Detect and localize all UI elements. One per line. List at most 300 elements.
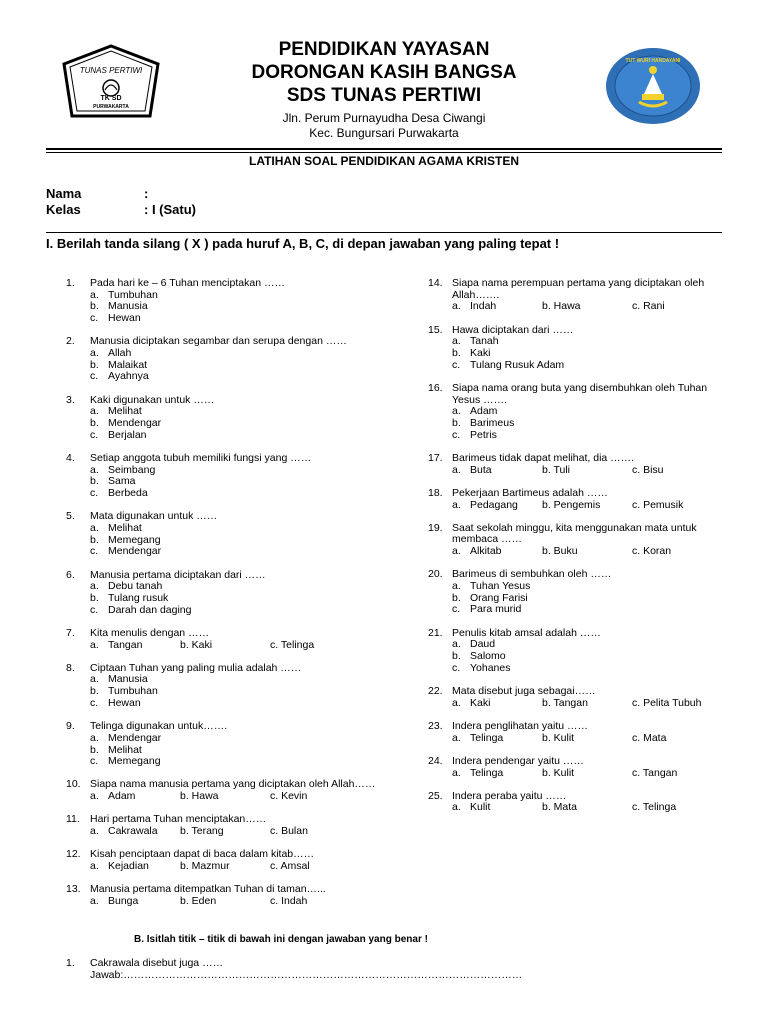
option-letter: c. bbox=[90, 370, 99, 383]
option-text: Melihat bbox=[108, 743, 142, 756]
class-label: Kelas bbox=[46, 202, 81, 217]
question-item bbox=[66, 663, 412, 710]
option-letter: a. bbox=[90, 859, 99, 872]
option-letter: b. bbox=[452, 591, 461, 604]
option-text: Tuhan Yesus bbox=[470, 580, 531, 593]
question-item bbox=[428, 756, 728, 779]
answer-option[interactable] bbox=[180, 640, 270, 652]
option-letter: a. bbox=[452, 580, 461, 593]
option-text: b. Hawa bbox=[542, 300, 581, 313]
option-letter: b. bbox=[90, 417, 99, 430]
option-letter: c. bbox=[452, 358, 461, 371]
answer-option[interactable] bbox=[66, 698, 412, 710]
option-text: b. Tangan bbox=[542, 696, 588, 709]
question-text: Siapa nama manusia pertama yang diciptakan oleh Allah…… bbox=[90, 778, 376, 791]
answer-option[interactable] bbox=[66, 313, 412, 325]
question-number: 25. bbox=[428, 789, 443, 802]
option-text: Telinga bbox=[470, 766, 504, 779]
option-letter: a. bbox=[90, 731, 99, 744]
option-text: b. Kulit bbox=[542, 731, 575, 744]
question-item bbox=[66, 453, 412, 500]
question-item bbox=[66, 336, 412, 383]
option-letter: b. bbox=[90, 743, 99, 756]
questions-column-right bbox=[428, 278, 728, 826]
answer-options-row bbox=[66, 861, 412, 873]
option-letter: a. bbox=[452, 766, 461, 779]
letterhead bbox=[0, 0, 768, 150]
question-item bbox=[66, 278, 412, 325]
option-text: b. Tuli bbox=[542, 463, 571, 476]
question-text: Kita menulis dengan …… bbox=[90, 626, 210, 639]
option-text: Berbeda bbox=[108, 487, 148, 500]
answer-option[interactable] bbox=[428, 430, 728, 442]
question-text: Manusia diciptakan segambar dan serupa dengan …… bbox=[90, 335, 347, 348]
answer-option[interactable] bbox=[270, 826, 360, 838]
option-text: Tulang Rusuk Adam bbox=[470, 358, 565, 371]
option-letter: c. bbox=[90, 312, 99, 325]
option-text: Manusia bbox=[108, 300, 148, 313]
answer-option[interactable] bbox=[66, 488, 412, 500]
answer-option[interactable] bbox=[452, 802, 542, 814]
option-text: c. Bisu bbox=[632, 463, 664, 476]
answer-option[interactable] bbox=[66, 523, 412, 535]
answer-option[interactable] bbox=[428, 348, 728, 360]
question-number: 8. bbox=[66, 661, 75, 674]
answer-option[interactable] bbox=[452, 301, 542, 313]
option-text: c. Telinga bbox=[270, 638, 315, 651]
question-item bbox=[428, 278, 728, 313]
option-text: c. Kevin bbox=[270, 790, 308, 803]
answer-option[interactable] bbox=[66, 348, 412, 360]
question-text: Hawa diciptakan dari …… bbox=[452, 323, 574, 336]
option-letter: a. bbox=[90, 894, 99, 907]
question-number: 11. bbox=[66, 813, 80, 826]
answer-option[interactable] bbox=[632, 546, 722, 558]
section-rule bbox=[46, 232, 722, 233]
answer-options-row bbox=[428, 698, 728, 710]
answer-option[interactable] bbox=[90, 640, 180, 652]
logo-left-bottom-text: PURWAKARTA bbox=[93, 104, 129, 110]
exam-title: LATIHAN SOAL PENDIDIKAN AGAMA KRISTEN bbox=[249, 154, 519, 168]
answer-option[interactable] bbox=[66, 546, 412, 558]
option-text: c. Telinga bbox=[632, 801, 677, 814]
tut-wuri-handayani-logo bbox=[604, 46, 702, 126]
question-number: 7. bbox=[66, 626, 75, 639]
option-text: Kaki bbox=[470, 347, 491, 360]
answer-option[interactable] bbox=[452, 500, 542, 512]
section-b-item-text: Cakrawala disebut juga …… bbox=[90, 957, 224, 969]
option-text: b. Kulit bbox=[542, 766, 575, 779]
answer-option[interactable] bbox=[542, 802, 632, 814]
answer-option[interactable] bbox=[452, 546, 542, 558]
question-item bbox=[428, 721, 728, 744]
option-letter: b. bbox=[90, 300, 99, 313]
question-item bbox=[66, 395, 412, 442]
question-text: Setiap anggota tubuh memiliki fungsi yang …… bbox=[90, 451, 312, 464]
question-number: 1. bbox=[66, 277, 75, 289]
answer-option[interactable] bbox=[90, 791, 180, 803]
question-number: 5. bbox=[66, 510, 75, 523]
question-text: Penulis kitab amsal adalah …… bbox=[452, 626, 601, 639]
answer-option[interactable] bbox=[542, 698, 632, 710]
question-item bbox=[428, 628, 728, 675]
option-letter: b. bbox=[90, 533, 99, 546]
option-letter: b. bbox=[90, 358, 99, 371]
option-text: Kejadian bbox=[108, 859, 149, 872]
option-text: b. Terang bbox=[180, 825, 224, 838]
question-item bbox=[428, 523, 728, 558]
option-text: Indah bbox=[470, 300, 497, 313]
answer-option[interactable] bbox=[428, 418, 728, 430]
question-text: Indera penglihatan yaitu …… bbox=[452, 719, 589, 732]
answer-options-row bbox=[428, 768, 728, 780]
option-letter: a. bbox=[452, 801, 461, 814]
option-letter: b. bbox=[452, 650, 461, 663]
title-line-1: PENDIDIKAN YAYASAN bbox=[278, 39, 490, 60]
answer-option[interactable] bbox=[632, 768, 722, 780]
address-line-2: Kec. Bungursari Purwakarta bbox=[309, 126, 459, 140]
answer-option[interactable] bbox=[428, 604, 728, 616]
question-number: 6. bbox=[66, 568, 75, 581]
option-text: b. Hawa bbox=[180, 790, 219, 803]
answer-option[interactable] bbox=[66, 733, 412, 745]
option-letter: c. bbox=[90, 487, 99, 500]
question-number: 15. bbox=[428, 323, 443, 336]
question-item bbox=[428, 791, 728, 814]
class-value: : I (Satu) bbox=[144, 202, 196, 217]
option-text: Malaikat bbox=[108, 358, 148, 371]
option-text: Mendengar bbox=[108, 545, 162, 558]
option-letter: a. bbox=[90, 790, 99, 803]
header-rule-thin bbox=[46, 152, 722, 153]
option-text: b. Kaki bbox=[180, 638, 213, 651]
option-letter: c. bbox=[90, 696, 99, 709]
question-text: Indera pendengar yaitu …… bbox=[452, 754, 584, 767]
question-number: 16. bbox=[428, 381, 443, 394]
question-item bbox=[66, 628, 412, 651]
option-text: Melihat bbox=[108, 521, 142, 534]
question-text: Saat sekolah minggu, kita menggunakan mata untuk membaca …… bbox=[452, 521, 697, 546]
answer-option[interactable] bbox=[270, 791, 360, 803]
answer-option[interactable] bbox=[270, 861, 360, 873]
question-item bbox=[66, 570, 412, 617]
option-text: Mendengar bbox=[108, 731, 162, 744]
option-text: Para murid bbox=[470, 603, 522, 616]
question-text: Kaki digunakan untuk …… bbox=[90, 393, 215, 406]
answer-options-row bbox=[428, 802, 728, 814]
option-text: Mendengar bbox=[108, 417, 162, 430]
option-text: Adam bbox=[108, 790, 136, 803]
answer-options-row bbox=[66, 896, 412, 908]
question-text: Barimeus di sembuhkan oleh …… bbox=[452, 568, 612, 581]
option-letter: a. bbox=[90, 580, 99, 593]
answer-option[interactable] bbox=[66, 593, 412, 605]
option-text: c. Amsal bbox=[270, 859, 310, 872]
question-number: 21. bbox=[428, 626, 443, 639]
answer-option[interactable] bbox=[452, 698, 542, 710]
answer-option[interactable] bbox=[270, 896, 360, 908]
question-number: 24. bbox=[428, 754, 443, 767]
answer-option[interactable] bbox=[90, 826, 180, 838]
answer-option[interactable] bbox=[542, 500, 632, 512]
answer-option[interactable] bbox=[66, 430, 412, 442]
answer-option[interactable] bbox=[428, 360, 728, 372]
answer-option[interactable] bbox=[452, 768, 542, 780]
option-text: Ayahnya bbox=[108, 370, 149, 383]
school-title bbox=[190, 38, 578, 141]
logo-left-mid-text: TK SD bbox=[100, 95, 122, 102]
answer-option[interactable] bbox=[542, 546, 632, 558]
answer-option[interactable] bbox=[66, 418, 412, 430]
name-label: Nama bbox=[46, 186, 82, 201]
question-text: Ciptaan Tuhan yang paling mulia adalah …… bbox=[90, 661, 302, 674]
name-row bbox=[46, 186, 148, 201]
option-letter: a. bbox=[452, 335, 461, 348]
question-number: 17. bbox=[428, 451, 443, 464]
answer-option[interactable] bbox=[632, 500, 722, 512]
question-text: Indera peraba yaitu …… bbox=[452, 789, 567, 802]
option-text: Manusia bbox=[108, 673, 148, 686]
option-text: Kulit bbox=[470, 801, 491, 814]
option-text: c. Pemusik bbox=[632, 498, 684, 511]
answer-options-row bbox=[428, 733, 728, 745]
option-text: Daud bbox=[470, 638, 496, 651]
section-b-item bbox=[66, 958, 726, 981]
option-text: Kaki bbox=[470, 696, 491, 709]
question-text: Siapa nama perempuan pertama yang diciptakan oleh Allah……. bbox=[452, 277, 705, 301]
answer-options-row bbox=[428, 500, 728, 512]
option-text: b. Mazmur bbox=[180, 859, 230, 872]
question-text: Barimeus tidak dapat melihat, dia ……. bbox=[452, 451, 635, 464]
option-letter: a. bbox=[452, 300, 461, 313]
option-text: Darah dan daging bbox=[108, 603, 192, 616]
option-text: Telinga bbox=[470, 731, 504, 744]
answer-option[interactable] bbox=[90, 896, 180, 908]
option-letter: a. bbox=[90, 347, 99, 360]
option-letter: c. bbox=[452, 661, 461, 674]
option-text: Memegang bbox=[108, 533, 161, 546]
answer-option[interactable] bbox=[452, 733, 542, 745]
answer-option[interactable] bbox=[452, 465, 542, 477]
question-number: 18. bbox=[428, 486, 443, 499]
option-text: Melihat bbox=[108, 405, 142, 418]
option-letter: a. bbox=[452, 731, 461, 744]
question-item bbox=[66, 884, 412, 907]
question-number: 22. bbox=[428, 684, 443, 697]
question-number: 10. bbox=[66, 778, 81, 791]
question-text: Mata disebut juga sebagai…… bbox=[452, 684, 596, 697]
answer-options-row bbox=[428, 465, 728, 477]
option-text: Hewan bbox=[108, 312, 141, 325]
logo-right-text: TUT WURI HANDAYANI bbox=[625, 58, 681, 64]
answer-option[interactable] bbox=[632, 698, 722, 710]
option-letter: a. bbox=[452, 463, 461, 476]
option-text: Berjalan bbox=[108, 428, 147, 441]
option-letter: c. bbox=[90, 755, 99, 768]
option-letter: a. bbox=[90, 825, 99, 838]
option-letter: a. bbox=[452, 498, 461, 511]
option-text: Memegang bbox=[108, 755, 161, 768]
option-text: b. Buku bbox=[542, 545, 578, 558]
option-text: Sama bbox=[108, 475, 136, 488]
question-item bbox=[428, 383, 728, 442]
question-item bbox=[66, 849, 412, 872]
option-text: Tangan bbox=[108, 638, 143, 651]
option-text: Tumbuhan bbox=[108, 685, 158, 698]
name-value: : bbox=[144, 186, 149, 201]
option-letter: c. bbox=[90, 545, 99, 558]
section-a-instruction: I. Berilah tanda silang ( X ) pada huruf A, B, C, di depan jawaban yang paling tepat ! bbox=[46, 236, 560, 251]
option-text: Pedagang bbox=[470, 498, 518, 511]
option-text: Petris bbox=[470, 428, 497, 441]
option-letter: b. bbox=[90, 475, 99, 488]
questions-column-left bbox=[66, 278, 412, 919]
answer-option[interactable] bbox=[180, 826, 270, 838]
question-item bbox=[66, 779, 412, 802]
question-text: Manusia pertama ditempatkan Tuhan di taman…... bbox=[90, 883, 326, 896]
school-logo-left bbox=[50, 40, 172, 122]
question-item bbox=[66, 814, 412, 837]
option-letter: b. bbox=[452, 347, 461, 360]
question-text: Manusia pertama diciptakan dari …… bbox=[90, 568, 266, 581]
option-letter: a. bbox=[90, 463, 99, 476]
answer-option[interactable] bbox=[632, 802, 722, 814]
option-text: c. Pelita Tubuh bbox=[632, 696, 702, 709]
option-text: b. Pengemis bbox=[542, 498, 601, 511]
question-text: Telinga digunakan untuk……. bbox=[90, 720, 228, 733]
question-item bbox=[428, 686, 728, 709]
question-text: Hari pertama Tuhan menciptakan…… bbox=[90, 813, 267, 826]
answer-option[interactable] bbox=[632, 301, 722, 313]
question-item bbox=[66, 511, 412, 558]
section-b-instruction: B. Isitlah titik – titik di bawah ini dengan jawaban yang benar ! bbox=[134, 934, 428, 945]
option-letter: a. bbox=[452, 405, 461, 418]
option-letter: b. bbox=[90, 591, 99, 604]
section-b-item-number: 1. bbox=[66, 957, 75, 969]
option-text: Yohanes bbox=[470, 661, 511, 674]
option-text: c. Mata bbox=[632, 731, 667, 744]
header-rule-thick bbox=[46, 148, 722, 150]
question-number: 12. bbox=[66, 848, 81, 861]
option-letter: a. bbox=[90, 521, 99, 534]
option-text: Tanah bbox=[470, 335, 499, 348]
answer-option[interactable] bbox=[632, 733, 722, 745]
option-text: c. Tangan bbox=[632, 766, 678, 779]
option-letter: c. bbox=[452, 428, 461, 441]
option-text: Salomo bbox=[470, 650, 506, 663]
option-text: c. Koran bbox=[632, 545, 672, 558]
answer-option[interactable] bbox=[270, 640, 360, 652]
answer-options-row bbox=[66, 640, 412, 652]
option-text: b. Mata bbox=[542, 801, 578, 814]
question-number: 3. bbox=[66, 393, 75, 406]
question-number: 9. bbox=[66, 720, 75, 733]
question-item bbox=[428, 569, 728, 616]
question-number: 23. bbox=[428, 719, 443, 732]
question-item bbox=[66, 721, 412, 768]
option-letter: a. bbox=[90, 638, 99, 651]
option-letter: a. bbox=[452, 638, 461, 651]
option-text: Buta bbox=[470, 463, 492, 476]
answer-options-row bbox=[428, 301, 728, 313]
option-letter: a. bbox=[452, 696, 461, 709]
class-row bbox=[46, 202, 196, 217]
option-letter: a. bbox=[90, 288, 99, 301]
option-text: Barimeus bbox=[470, 417, 515, 430]
option-text: Seimbang bbox=[108, 463, 156, 476]
answer-line: Jawab:…………………………………………………………………………………………………… bbox=[90, 968, 523, 981]
option-text: Adam bbox=[470, 405, 498, 418]
option-letter: a. bbox=[90, 405, 99, 418]
title-line-2: DORONGAN KASIH BANGSA bbox=[251, 62, 517, 83]
address-line-1: Jln. Perum Purnayudha Desa Ciwangi bbox=[282, 111, 486, 125]
option-text: c. Indah bbox=[270, 894, 308, 907]
option-text: c. Rani bbox=[632, 300, 665, 313]
option-text: Tulang rusuk bbox=[108, 591, 169, 604]
option-text: Hewan bbox=[108, 696, 141, 709]
answer-option[interactable] bbox=[542, 301, 632, 313]
answer-options-row bbox=[428, 546, 728, 558]
question-number: 14. bbox=[428, 277, 443, 289]
question-text: Kisah penciptaan dapat di baca dalam kitab…… bbox=[90, 848, 315, 861]
question-text: Mata digunakan untuk …… bbox=[90, 510, 218, 523]
logo-left-top-text: TUNAS PERTIWI bbox=[79, 66, 143, 75]
option-text: c. Bulan bbox=[270, 825, 308, 838]
option-text: Tumbuhan bbox=[108, 288, 158, 301]
answer-option[interactable] bbox=[66, 756, 412, 768]
question-item bbox=[428, 325, 728, 372]
option-letter: a. bbox=[452, 545, 461, 558]
answer-option[interactable] bbox=[66, 371, 412, 383]
answer-option[interactable] bbox=[542, 465, 632, 477]
option-letter: b. bbox=[452, 417, 461, 430]
option-letter: c. bbox=[90, 428, 99, 441]
answer-option[interactable] bbox=[180, 896, 270, 908]
option-letter: c. bbox=[90, 603, 99, 616]
question-number: 13. bbox=[66, 883, 81, 896]
answer-option[interactable] bbox=[180, 791, 270, 803]
answer-option[interactable] bbox=[66, 605, 412, 617]
answer-option[interactable] bbox=[90, 861, 180, 873]
option-letter: b. bbox=[90, 685, 99, 698]
option-text: Bunga bbox=[108, 894, 139, 907]
question-text: Pada hari ke – 6 Tuhan menciptakan …… bbox=[90, 277, 285, 289]
question-number: 2. bbox=[66, 335, 75, 348]
question-text: Siapa nama orang buta yang disembuhkan oleh Tuhan Yesus ……. bbox=[452, 381, 708, 406]
answer-options-row bbox=[66, 791, 412, 803]
answer-option[interactable] bbox=[428, 663, 728, 675]
option-text: Orang Farisi bbox=[470, 591, 528, 604]
option-text: Debu tanah bbox=[108, 580, 163, 593]
answer-option[interactable] bbox=[180, 861, 270, 873]
option-text: Allah bbox=[108, 347, 132, 360]
question-item bbox=[428, 488, 728, 511]
title-line-3: SDS TUNAS PERTIWI bbox=[286, 85, 482, 106]
option-letter: a. bbox=[90, 673, 99, 686]
question-item bbox=[428, 453, 728, 476]
answer-option[interactable] bbox=[428, 581, 728, 593]
option-text: Alkitab bbox=[470, 545, 502, 558]
answer-options-row bbox=[66, 826, 412, 838]
option-text: b. Eden bbox=[180, 894, 217, 907]
question-text: Pekerjaan Bartimeus adalah …… bbox=[452, 486, 608, 499]
answer-option[interactable] bbox=[632, 465, 722, 477]
question-number: 20. bbox=[428, 568, 443, 581]
answer-option[interactable] bbox=[542, 733, 632, 745]
option-letter: c. bbox=[452, 603, 461, 616]
answer-option[interactable] bbox=[542, 768, 632, 780]
question-number: 19. bbox=[428, 521, 443, 534]
